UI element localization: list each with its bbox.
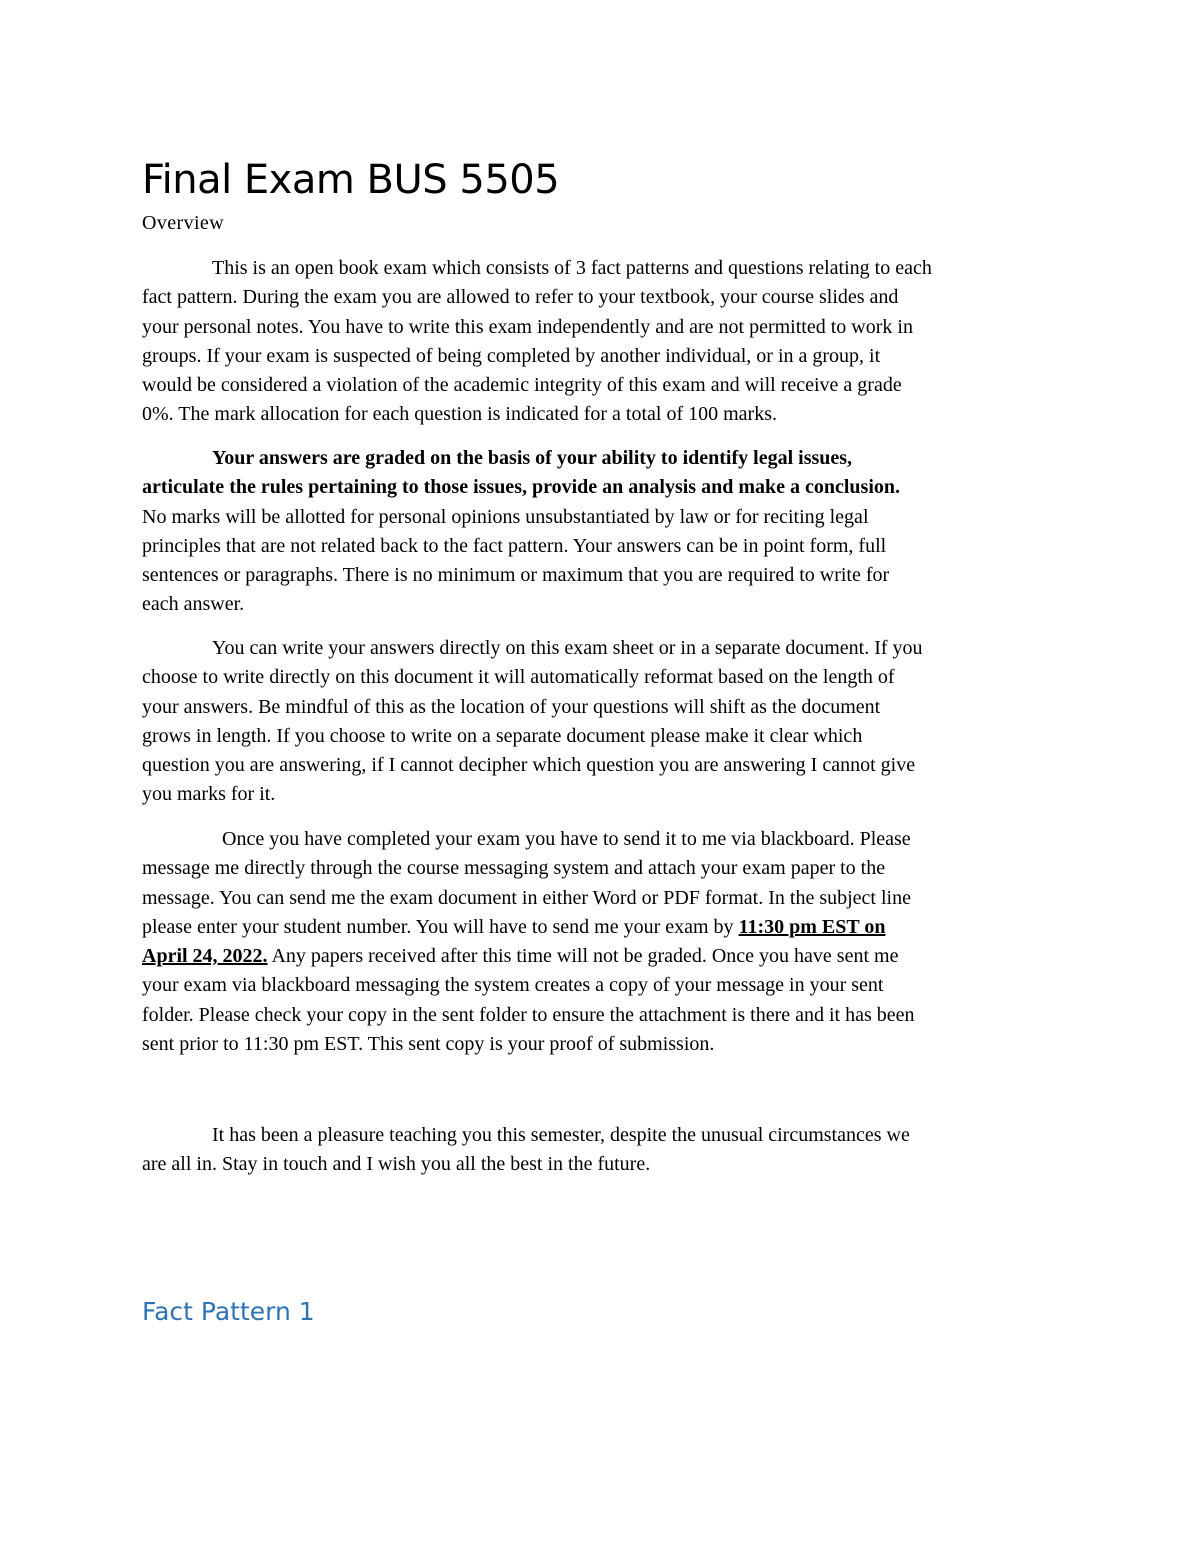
paragraph-line: This is an open book exam which consists of 3 fact patterns and questions relating to each xyxy=(212,257,932,279)
deadline-lead-text: please enter your student number. You will have to send me your exam by xyxy=(142,915,739,938)
deadline-date: April 24, 2022. xyxy=(142,945,268,968)
paragraph-line: message me directly through the course messaging system and attach your exam paper to the xyxy=(142,857,886,880)
paragraph-line: No marks will be allotted for personal opinions unsubstantiated by law or for reciting legal xyxy=(142,505,869,528)
paragraph-line: are all in. Stay in touch and I wish you all the best in the future. xyxy=(142,1153,651,1176)
paragraph-line: message. You can send me the exam document in either Word or PDF format. In the subject line xyxy=(142,886,911,909)
paragraph-line: you marks for it. xyxy=(142,783,276,806)
paragraph-line: Once you have completed your exam you have to send it to me via blackboard. Please xyxy=(222,828,911,850)
paragraph-line: It has been a pleasure teaching you this semester, despite the unusual circumstances we xyxy=(212,1124,910,1146)
paragraph-line: fact pattern. During the exam you are allowed to refer to your textbook, your course slides and xyxy=(142,286,899,309)
grading-criteria-bold: articulate the rules pertaining to those issues, provide an analysis and make a conclusion. xyxy=(142,476,901,499)
paragraph-line: your answers. Be mindful of this as the location of your questions will shift as the document xyxy=(142,695,881,718)
paragraph-line: groups. If your exam is suspected of being completed by another individual, or in a group, it xyxy=(142,344,881,367)
answer-format-paragraph xyxy=(142,634,1077,810)
intro-paragraph xyxy=(142,254,1077,430)
submission-paragraph xyxy=(142,825,1077,1059)
late-policy-text: Any papers received after this time will not be graded. Once you have sent me xyxy=(267,945,899,968)
closing-paragraph xyxy=(142,1121,1077,1180)
grading-paragraph xyxy=(142,444,1077,620)
paragraph-line: sent prior to 11:30 pm EST. This sent copy is your proof of submission. xyxy=(142,1033,715,1056)
paragraph-line: sentences or paragraphs. There is no minimum or maximum that you are required to write for xyxy=(142,564,890,587)
paragraph-line: your personal notes. You have to write this exam independently and are not permitted to work in xyxy=(142,315,913,338)
paragraph-line: principles that are not related back to the fact pattern. Your answers can be in point form, full xyxy=(142,534,887,557)
paragraph-line: each answer. xyxy=(142,593,245,616)
paragraph-line xyxy=(142,913,1077,942)
paragraph-line: would be considered a violation of the academic integrity of this exam and will receive a grade xyxy=(142,374,902,397)
paragraph-line: choose to write directly on this document it will automatically reformat based on the length of xyxy=(142,666,895,689)
deadline-time: 11:30 pm EST on xyxy=(738,915,886,938)
section-heading-fact-pattern-1: Fact Pattern 1 xyxy=(142,1297,315,1326)
grading-criteria-bold: Your answers are graded on the basis of your ability to identify legal issues, xyxy=(212,447,853,469)
document-title: Final Exam BUS 5505 xyxy=(142,157,560,203)
paragraph-line: grows in length. If you choose to write on a separate document please make it clear which xyxy=(142,724,863,747)
paragraph-line: your exam via blackboard messaging the system creates a copy of your message in your sent xyxy=(142,974,884,997)
paragraph-line: You can write your answers directly on this exam sheet or in a separate document. If you xyxy=(212,637,923,659)
paragraph-line: folder. Please check your copy in the sent folder to ensure the attachment is there and it has been xyxy=(142,1003,915,1026)
paragraph-line: 0%. The mark allocation for each question is indicated for a total of 100 marks. xyxy=(142,403,777,426)
paragraph-line: question you are answering, if I cannot decipher which question you are answering I cannot give xyxy=(142,754,916,777)
paragraph-line xyxy=(142,942,1077,971)
overview-subtitle: Overview xyxy=(142,212,225,234)
